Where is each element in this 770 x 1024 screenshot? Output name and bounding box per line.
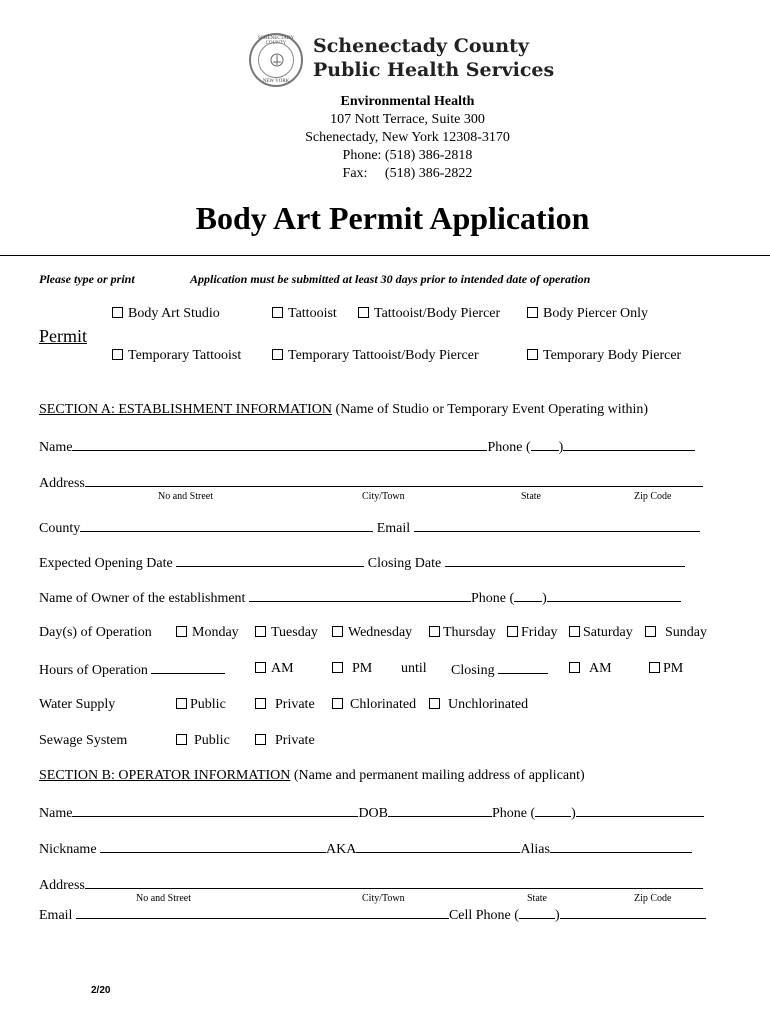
day-monday[interactable]: Monday — [176, 625, 239, 641]
checkbox[interactable] — [255, 626, 266, 637]
a-owner-phone-area-field[interactable] — [514, 589, 542, 602]
org-name — [313, 34, 554, 82]
b-nickname-row: Nickname AKA Alias — [39, 840, 692, 858]
b-alias-field[interactable] — [550, 840, 692, 853]
title-divider — [0, 255, 770, 256]
section-a-header — [39, 402, 648, 418]
a-sublabel-state: State — [521, 491, 541, 502]
phone-line: Phone: (518) 386-2818 — [342, 148, 473, 163]
fax-line: Fax: (518) 386-2822 — [342, 166, 473, 181]
permit-option-tattooist[interactable]: Tattooist — [272, 306, 337, 322]
sewage-public[interactable]: Public — [176, 733, 230, 749]
a-sublabel-zip: Zip Code — [634, 491, 672, 502]
a-open-time-field[interactable] — [151, 661, 225, 674]
section-b-heading: SECTION B: OPERATOR INFORMATION — [39, 768, 291, 783]
section-b-note: (Name and permanent mailing address of applicant) — [293, 768, 585, 783]
permit-option-temp-tattooist-body-piercer[interactable]: Temporary Tattooist/Body Piercer — [272, 348, 479, 364]
checkbox[interactable] — [255, 698, 266, 709]
b-phone-field[interactable] — [576, 804, 704, 817]
b-name-field[interactable] — [72, 804, 358, 817]
close-am-option[interactable]: AM — [569, 661, 612, 677]
b-address-field[interactable] — [85, 876, 703, 889]
permit-option-temp-tattooist[interactable]: Temporary Tattooist — [112, 348, 241, 364]
b-phone-area-field[interactable] — [535, 804, 571, 817]
b-cell-field[interactable] — [560, 906, 706, 919]
a-phone-area-field[interactable] — [531, 438, 559, 451]
checkbox[interactable] — [569, 626, 580, 637]
instruction-type-print: Please type or print — [39, 272, 135, 286]
checkbox[interactable] — [527, 349, 538, 360]
b-address-row: Address — [39, 876, 703, 894]
b-cell-area-field[interactable] — [519, 906, 555, 919]
open-pm-option[interactable]: PM — [332, 661, 372, 677]
a-owner-row: Name of Owner of the establishment Phone ( ) — [39, 589, 681, 607]
b-aka-field[interactable] — [356, 840, 520, 853]
checkbox[interactable] — [176, 734, 187, 745]
checkbox[interactable] — [645, 626, 656, 637]
checkbox[interactable] — [569, 662, 580, 673]
checkbox[interactable] — [272, 349, 283, 360]
org-name-line1: Schenectady County — [313, 35, 529, 57]
b-sublabel-state: State — [527, 893, 547, 904]
a-county-field[interactable] — [80, 519, 373, 532]
permit-label: Permit — [39, 326, 87, 346]
a-owner-field[interactable] — [249, 589, 471, 602]
a-days-label: Day(s) of Operation — [39, 625, 152, 640]
day-wednesday[interactable]: Wednesday — [332, 625, 412, 641]
checkbox[interactable] — [176, 626, 187, 637]
instruction-deadline: Application must be submitted at least 30 days prior to intended date of operation — [190, 272, 591, 286]
county-seal — [249, 33, 303, 87]
a-email-field[interactable] — [414, 519, 700, 532]
checkbox[interactable] — [255, 662, 266, 673]
checkbox[interactable] — [112, 349, 123, 360]
sewage-private[interactable]: Private — [255, 733, 315, 749]
day-tuesday[interactable]: Tuesday — [255, 625, 318, 641]
checkbox[interactable] — [112, 307, 123, 318]
checkbox[interactable] — [527, 307, 538, 318]
water-unchlorinated[interactable]: Unchlorinated — [429, 697, 528, 713]
a-closing-date-field[interactable] — [445, 554, 685, 567]
b-email-field[interactable] — [76, 906, 449, 919]
checkbox[interactable] — [272, 307, 283, 318]
b-sublabel-zip: Zip Code — [634, 893, 672, 904]
a-water-label: Water Supply — [39, 697, 116, 712]
checkbox[interactable] — [358, 307, 369, 318]
section-b-header — [39, 768, 585, 784]
a-sublabel-street: No and Street — [158, 491, 213, 502]
permit-option-tattooist-body-piercer[interactable]: Tattooist/Body Piercer — [358, 306, 500, 322]
close-pm-option[interactable]: PM — [649, 661, 683, 677]
b-sublabel-street: No and Street — [136, 893, 191, 904]
a-phone-field[interactable] — [563, 438, 695, 451]
day-friday[interactable]: Friday — [507, 625, 558, 641]
org-name-line2: Public Health Services — [313, 59, 555, 81]
a-address-row: Address — [39, 474, 703, 492]
permit-option-temp-body-piercer[interactable]: Temporary Body Piercer — [527, 348, 681, 364]
page-title: Body Art Permit Application — [195, 200, 590, 236]
checkbox[interactable] — [332, 698, 343, 709]
checkbox[interactable] — [429, 698, 440, 709]
revision-date: 2/20 — [91, 985, 111, 996]
a-opening-date-field[interactable] — [176, 554, 364, 567]
a-sublabel-city: City/Town — [362, 491, 405, 502]
checkbox[interactable] — [429, 626, 440, 637]
a-dates-row: Expected Opening Date Closing Date — [39, 554, 685, 572]
checkbox[interactable] — [332, 662, 343, 673]
address-line2: Schenectady, New York 12308-3170 — [305, 130, 510, 145]
checkbox[interactable] — [507, 626, 518, 637]
seal-top-text: SCHENECTADY COUNTY — [257, 36, 295, 46]
seal-bottom-text: NEW YORK — [262, 79, 290, 84]
a-hours-label: Hours of Operation — [39, 661, 225, 679]
department-name: Environmental Health — [340, 94, 475, 109]
permit-option-body-piercer-only[interactable]: Body Piercer Only — [527, 306, 648, 322]
b-dob-field[interactable] — [388, 804, 492, 817]
water-private[interactable]: Private — [255, 697, 315, 713]
checkbox[interactable] — [176, 698, 187, 709]
section-a-heading: SECTION A: ESTABLISHMENT INFORMATION — [39, 402, 333, 417]
b-sublabel-city: City/Town — [362, 893, 405, 904]
address-line1: 107 Nott Terrace, Suite 300 — [330, 112, 485, 127]
closing-time-row: Closing — [451, 661, 548, 679]
a-owner-phone-field[interactable] — [547, 589, 681, 602]
seal-emblem-icon — [269, 52, 285, 68]
seal-inner-ring — [258, 42, 294, 78]
water-public[interactable]: Public — [176, 697, 226, 713]
permit-option-body-art-studio[interactable]: Body Art Studio — [112, 306, 220, 322]
water-chlorinated[interactable]: Chlorinated — [332, 697, 416, 713]
day-sunday[interactable]: Sunday — [645, 625, 707, 641]
checkbox[interactable] — [649, 662, 660, 673]
a-close-time-field[interactable] — [498, 661, 548, 674]
a-name-row: Name Phone ( ) — [39, 438, 695, 456]
a-county-row: County Email — [39, 519, 700, 537]
open-am-option[interactable]: AM — [255, 661, 294, 677]
checkbox[interactable] — [255, 734, 266, 745]
section-a-note: (Name of Studio or Temporary Event Operating within) — [335, 402, 649, 417]
until-label: until — [401, 661, 427, 676]
a-sewage-label: Sewage System — [39, 733, 128, 748]
b-nickname-field[interactable] — [100, 840, 326, 853]
day-saturday[interactable]: Saturday — [569, 625, 633, 641]
day-thursday[interactable]: Thursday — [429, 625, 496, 641]
checkbox[interactable] — [332, 626, 343, 637]
b-name-row: Name DOB Phone ( ) — [39, 804, 704, 822]
b-email-row: Email Cell Phone ( ) — [39, 906, 706, 924]
a-name-field[interactable] — [72, 438, 487, 451]
a-address-field[interactable] — [85, 474, 703, 487]
